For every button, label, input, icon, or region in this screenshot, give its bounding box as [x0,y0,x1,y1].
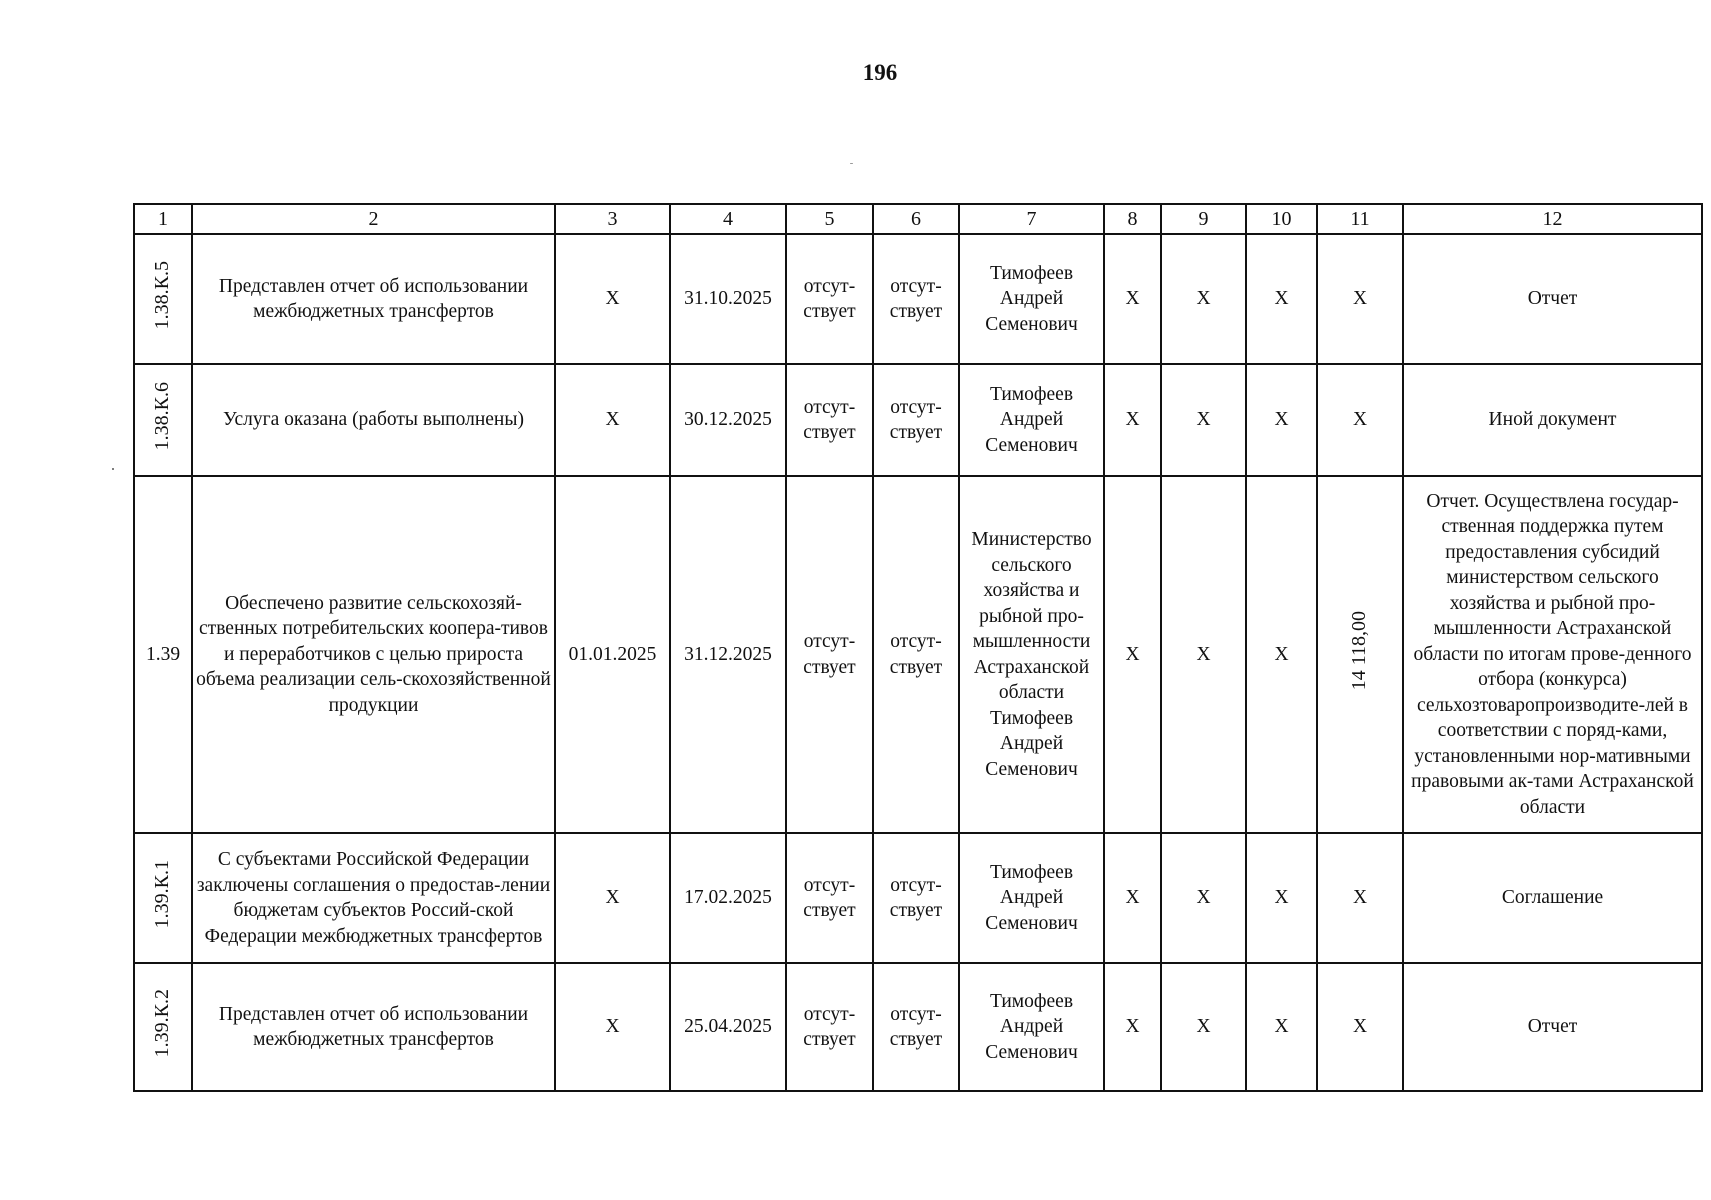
page-number: 196 [862,60,898,85]
col9-cell: X [1161,476,1246,833]
col5-cell: отсут-ствует [786,833,873,963]
result-cell: Иной документ [1403,364,1702,476]
col6-cell: отсут-ствует [873,364,959,476]
start-date-cell: X [555,833,670,963]
row-id: 1.39.К.2 [151,989,174,1058]
table-row [134,476,1702,833]
col11-cell: X [1317,364,1403,476]
col11-cell: X [1317,963,1403,1091]
end-date-cell: 17.02.2025 [670,833,786,963]
row-name-cell: С субъектами Российской Федерации заключены соглашения о предостав-лении бюджетам субъектов Россий-ской Федерации межбюджетных трансфертов [192,833,555,963]
plan-table [133,203,1703,1092]
start-date-cell: X [555,234,670,364]
start-date-cell: X [555,963,670,1091]
end-date-cell: 30.12.2025 [670,364,786,476]
column-header: 10 [1246,204,1317,234]
table-row [134,963,1702,1091]
row-name-cell: Представлен отчет об использовании межбюджетных трансфертов [192,963,555,1091]
column-header: 2 [192,204,555,234]
col11-cell: X [1317,833,1403,963]
scan-speck [112,468,114,470]
col8-cell: X [1104,963,1161,1091]
col10-cell: X [1246,476,1317,833]
column-header: 7 [959,204,1104,234]
table-row [134,364,1702,476]
end-date-cell: 31.10.2025 [670,234,786,364]
end-date-cell: 25.04.2025 [670,963,786,1091]
result-cell: Отчет [1403,234,1702,364]
table-row [134,234,1702,364]
column-header: 6 [873,204,959,234]
row-id-cell [134,833,192,963]
col5-cell: отсут-ствует [786,476,873,833]
header-row [134,204,1702,234]
result-cell: Соглашение [1403,833,1702,963]
row-id: 1.39.К.1 [151,860,174,929]
column-header: 12 [1403,204,1702,234]
col8-cell: X [1104,476,1161,833]
col10-cell: X [1246,963,1317,1091]
responsible-cell: Тимофеев Андрей Семенович [959,234,1104,364]
row-id-cell [134,364,192,476]
col5-cell: отсут-ствует [786,364,873,476]
column-header: 8 [1104,204,1161,234]
row-id: 1.38.К.5 [151,261,174,330]
col9-cell: X [1161,833,1246,963]
col10-cell: X [1246,833,1317,963]
responsible-cell: Тимофеев Андрей Семенович [959,833,1104,963]
row-name-cell: Услуга оказана (работы выполнены) [192,364,555,476]
col5-cell: отсут-ствует [786,963,873,1091]
col9-cell: X [1161,963,1246,1091]
col6-cell: отсут-ствует [873,234,959,364]
col6-cell: отсут-ствует [873,963,959,1091]
col6-cell: отсут-ствует [873,833,959,963]
result-cell: Отчет. Осуществлена государ-ственная поддержка путем предоставления субсидий министерством сельского хозяйства и рыбной про-мышленности Астраханской области по итогам прове-денного отбора (конкурса) сельхозтоваропроизводите-лей в соответствии с поряд-ками, установленными нор-мативными правовыми ак-тами Астраханской области [1403,476,1702,833]
col8-cell: X [1104,234,1161,364]
column-header: 4 [670,204,786,234]
start-date-cell: X [555,364,670,476]
col8-cell: X [1104,364,1161,476]
column-header: 5 [786,204,873,234]
col9-cell: X [1161,234,1246,364]
column-header: 11 [1317,204,1403,234]
col11-cell: X [1317,234,1403,364]
col9-cell: X [1161,364,1246,476]
responsible-cell: Тимофеев Андрей Семенович [959,963,1104,1091]
col10-cell: X [1246,364,1317,476]
row-name-cell: Представлен отчет об использовании межбюджетных трансфертов [192,234,555,364]
end-date-cell: 31.12.2025 [670,476,786,833]
table-row [134,833,1702,963]
row-id-cell [134,234,192,364]
row-name-cell: Обеспечено развитие сельскохозяй-ственных потребительских коопера-тивов и переработчиков с целью прироста объема реализации сель-скохозяйственной продукции [192,476,555,833]
col5-cell: отсут-ствует [786,234,873,364]
col6-cell: отсут-ствует [873,476,959,833]
amount-cell [1317,476,1403,833]
row-id: 1.38.К.6 [151,382,174,451]
row-id-cell: 1.39 [134,476,192,833]
start-date-cell: 01.01.2025 [555,476,670,833]
responsible-cell: Тимофеев Андрей Семенович [959,364,1104,476]
row-id-cell [134,963,192,1091]
col8-cell: X [1104,833,1161,963]
column-header: 3 [555,204,670,234]
result-cell: Отчет [1403,963,1702,1091]
scan-speck [850,163,853,164]
column-header: 9 [1161,204,1246,234]
amount-value: 14 118,00 [1348,611,1371,691]
responsible-cell: Министерство сельского хозяйства и рыбной про-мышленности Астраханской области Тимофеев Андрей Семенович [959,476,1104,833]
col10-cell: X [1246,234,1317,364]
column-header: 1 [134,204,192,234]
